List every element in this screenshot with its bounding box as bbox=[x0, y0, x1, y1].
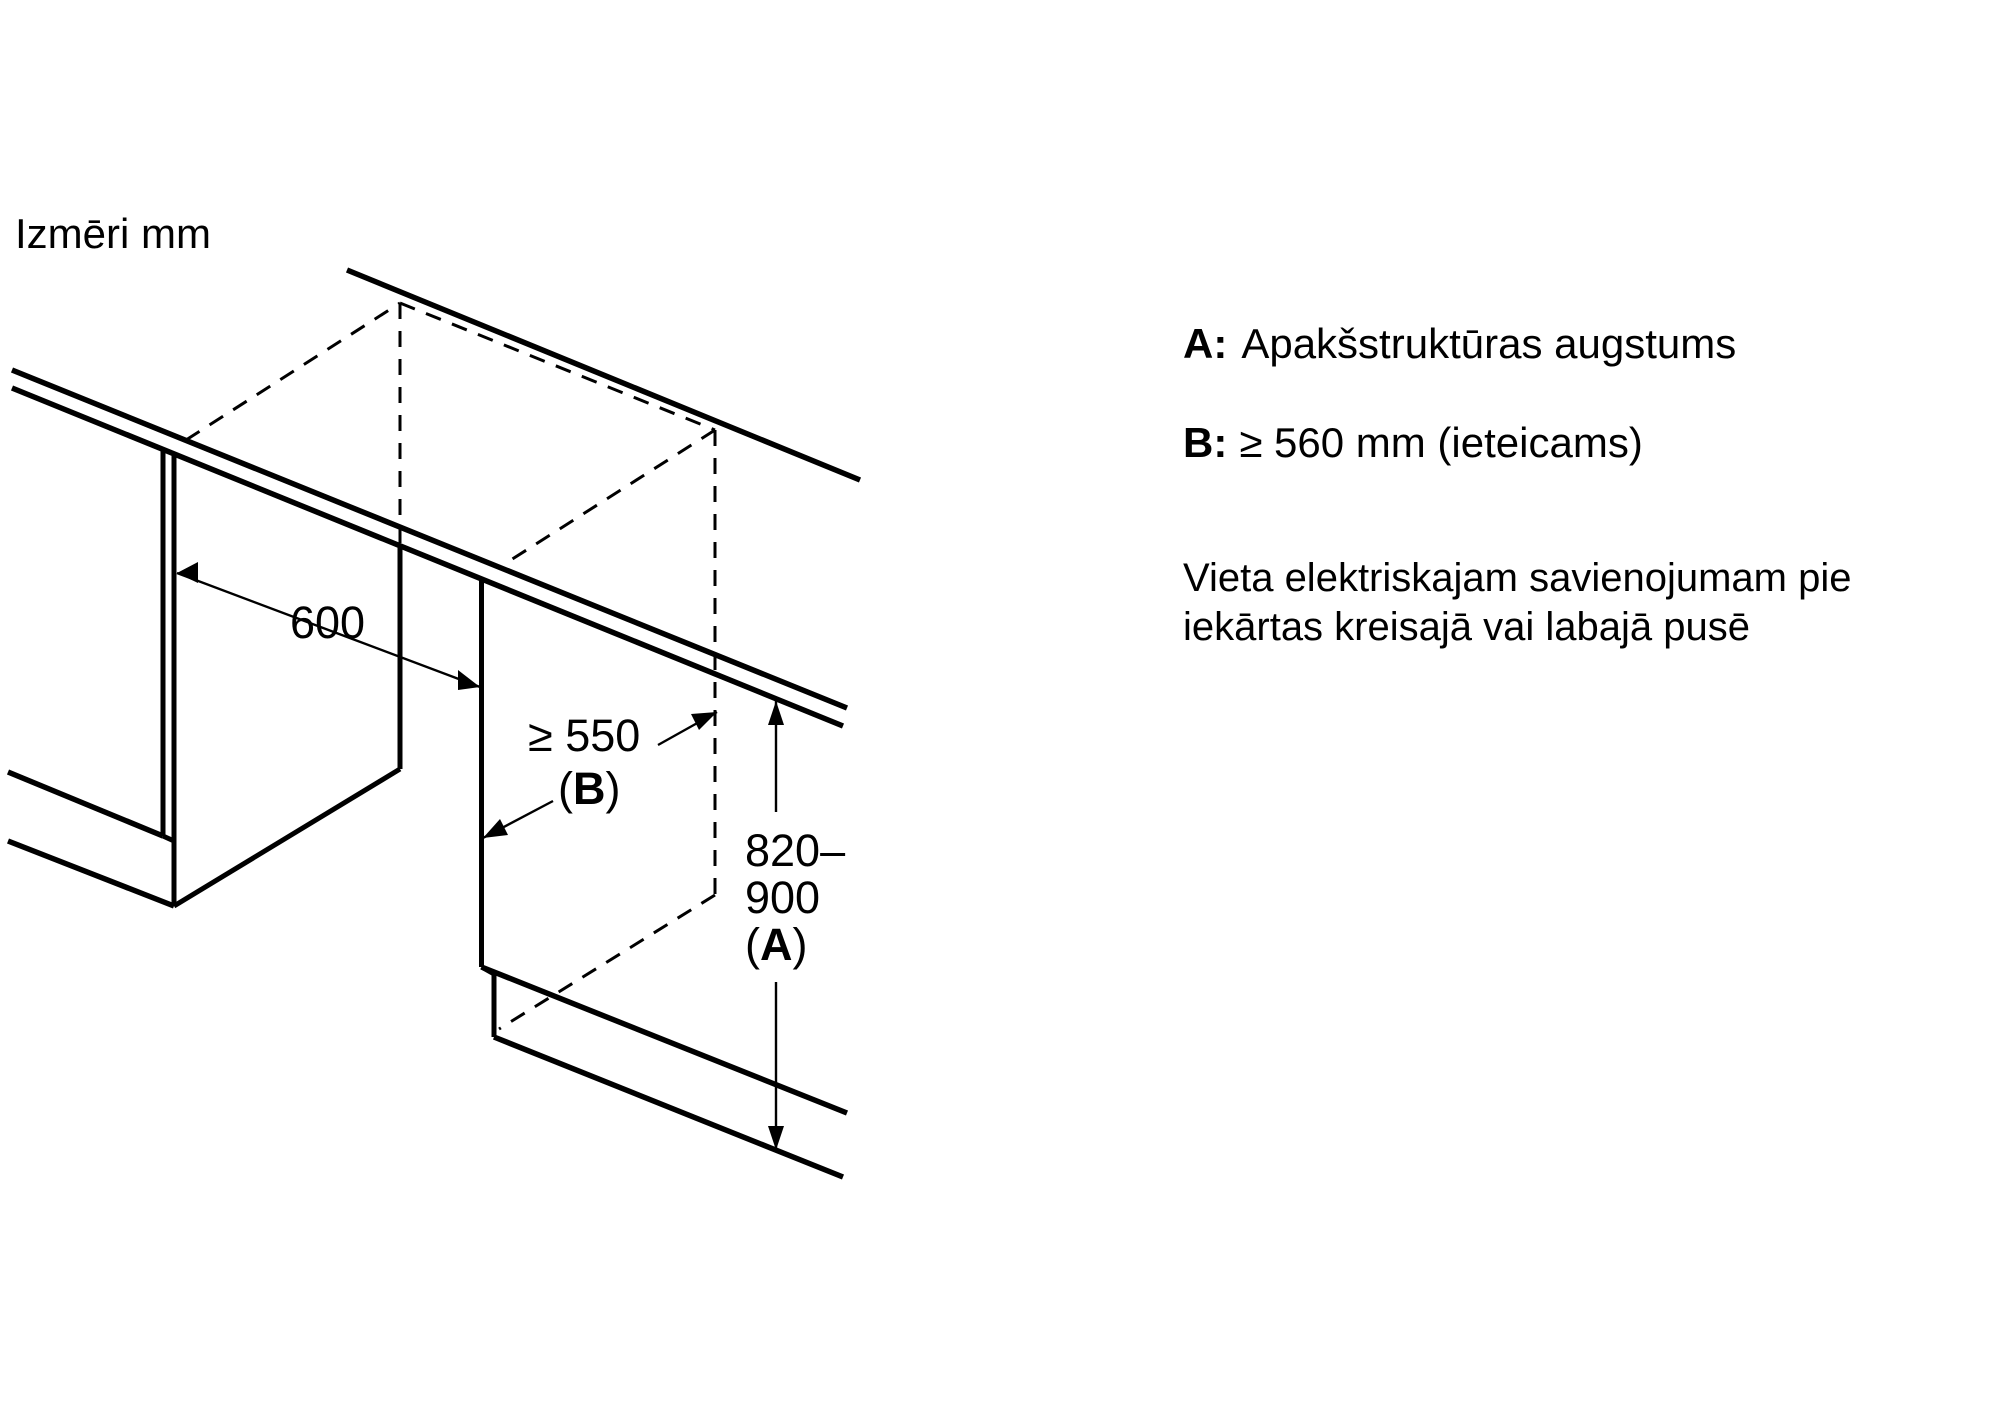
depth-dimension-reference bbox=[558, 763, 621, 814]
niche-top-left-depth-dashed-line bbox=[186, 303, 400, 440]
legend-a-key: A: bbox=[1183, 320, 1228, 367]
appliance-plinth-step-line bbox=[482, 967, 495, 974]
niche-bottom-depth-dashed-line bbox=[499, 895, 715, 1029]
niche-top-back-dashed-line bbox=[400, 303, 715, 430]
width-dimension-label: 600 bbox=[290, 597, 366, 648]
depth-ref-letter: B bbox=[573, 763, 606, 814]
width-dimension-right-arrowhead-icon bbox=[458, 670, 480, 690]
legend-b-key: B: bbox=[1183, 419, 1228, 466]
appliance-bottom-edge-line bbox=[482, 967, 848, 1113]
height-dimension-label-line1: 820– bbox=[745, 825, 846, 876]
depth-ref-paren-close: ) bbox=[605, 763, 621, 814]
note-line-1: Vieta elektriskajam savienojumam pie bbox=[1183, 556, 1852, 600]
note-line-2: iekārtas kreisajā vai labajā pusē bbox=[1183, 605, 1750, 649]
height-ref-letter: A bbox=[760, 919, 793, 970]
depth-dimension-front-arrowhead-icon bbox=[483, 819, 508, 838]
legend-a-text: Apakšstruktūras augstums bbox=[1241, 320, 1737, 367]
page-title: Izmēri mm bbox=[15, 210, 211, 257]
floor-depth-edge-line bbox=[174, 769, 400, 906]
depth-dimension-back-arrowhead-icon bbox=[691, 712, 717, 730]
height-dimension-top-arrowhead-icon bbox=[768, 701, 784, 725]
legend-b-text: ≥ 560 mm (ieteicams) bbox=[1239, 419, 1643, 466]
height-ref-paren-open: ( bbox=[745, 919, 760, 970]
niche-top-right-depth-dashed-line bbox=[503, 430, 715, 565]
height-ref-paren-close: ) bbox=[792, 919, 808, 970]
legend-item-b bbox=[1183, 419, 1643, 466]
floor-front-edge-line bbox=[494, 1037, 843, 1177]
height-dimension-reference bbox=[745, 919, 808, 970]
legend-item-a bbox=[1183, 320, 1736, 367]
left-cabinet-bottom-edge-line bbox=[8, 772, 163, 836]
width-dimension-left-arrowhead-icon bbox=[177, 562, 198, 583]
countertop-front-edge-lower-line bbox=[12, 388, 843, 726]
depth-ref-paren-open: ( bbox=[558, 763, 573, 814]
depth-dimension-label: ≥ 550 bbox=[528, 710, 641, 761]
worktop-back-edge-line bbox=[347, 270, 860, 480]
height-dimension-label-line2: 900 bbox=[745, 872, 821, 923]
left-plinth-bottom-edge-line bbox=[8, 841, 174, 906]
